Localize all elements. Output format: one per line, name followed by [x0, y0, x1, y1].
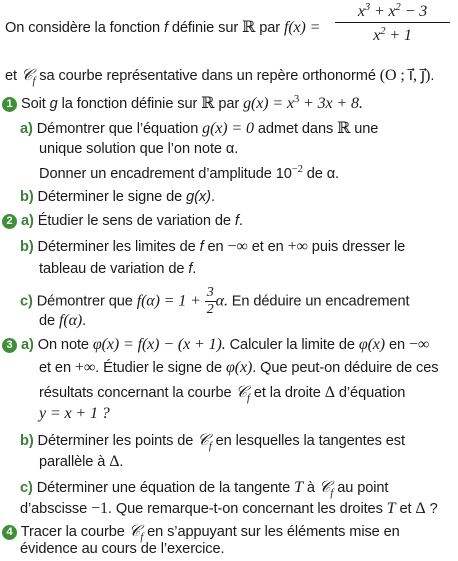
q1b-line: b) Déterminer le signe de g(x).	[20, 189, 215, 205]
question-number-2: 2	[2, 214, 17, 229]
q3b-line-2: parallèle à Δ.	[39, 453, 124, 470]
q2c-line-1: c) Démontrer que f(α) = 1 + $\frac{3}{2}$ α. En déduire un encadrement	[20, 285, 410, 317]
q3b-line-1: b) Déterminer les points de 𝒞$_f$ en lesquelles la tangentes est	[20, 430, 405, 452]
q3c-line-1: c) Déterminer une équation de la tangente T à 𝒞$_f$ au point	[20, 477, 389, 499]
fraction-numerator: $x^3 + x^2 - 3$	[335, 2, 450, 23]
q2c-line-2: de f(α).	[39, 312, 87, 329]
fraction-three-halves: $\frac{3}{2}$	[206, 285, 214, 317]
q2b-line-1: b) Déterminer les limites de f en −∞ et en +∞ puis dresser le	[20, 238, 406, 255]
fraction-denominator: $x^2 + 1$	[373, 26, 412, 44]
repere-notation: (O ; i⃗, j⃗)	[379, 67, 431, 84]
q2a-line: 2 a) Étudier le sens de variation de f.	[2, 213, 243, 229]
q3a-line-1: 3 a) On note φ(x) = f(x) − (x + 1). Calculer la limite de φ(x) en −∞	[2, 336, 429, 354]
q1a-line-3: Donner un encadrement d’amplitude $10^{-2}$ de α.	[39, 164, 339, 182]
q1-line: 1 Soit g la fonction définie sur ℝ par $g(x) = x^3 + 3x + 8$.	[2, 93, 363, 113]
intro-line-1: On considère la fonction f définie sur ℝ par f(x) =	[5, 19, 321, 36]
q3c-line-2: d’abscisse −1. Que remarque-t-on concernant les droites T et Δ ?	[20, 500, 438, 517]
q3a-line-3: résultats concernant la courbe 𝒞$_f$ et la droite Δ d’équation	[39, 382, 406, 404]
question-number-3: 3	[2, 338, 17, 353]
q4-line-1: 4 Tracer la courbe 𝒞$_f$ en s’appuyant sur les éléments mise en	[2, 521, 400, 543]
intro-line-2: et 𝒞$_f$ sa courbe représentative dans un repère orthonormé (O ; i⃗, j⃗).	[5, 65, 435, 87]
question-number-1: 1	[2, 97, 17, 112]
fraction-f	[335, 2, 450, 45]
question-number-4: 4	[2, 525, 17, 540]
q3a-line-4: y = x + 1 ?	[39, 405, 110, 422]
q1a-line-2: unique solution que l’on note α.	[39, 141, 239, 157]
q3a-line-2: et en +∞. Étudier le signe de φ(x). Que peut-on déduire de ces	[39, 359, 439, 376]
q2b-line-2: tableau de variation de f.	[39, 261, 197, 277]
q4-line-2: évidence au cours de l’exercice.	[20, 541, 225, 557]
q1a-line-1: a) Démontrer que l’équation g(x) = 0 admet dans ℝ une	[20, 120, 379, 137]
